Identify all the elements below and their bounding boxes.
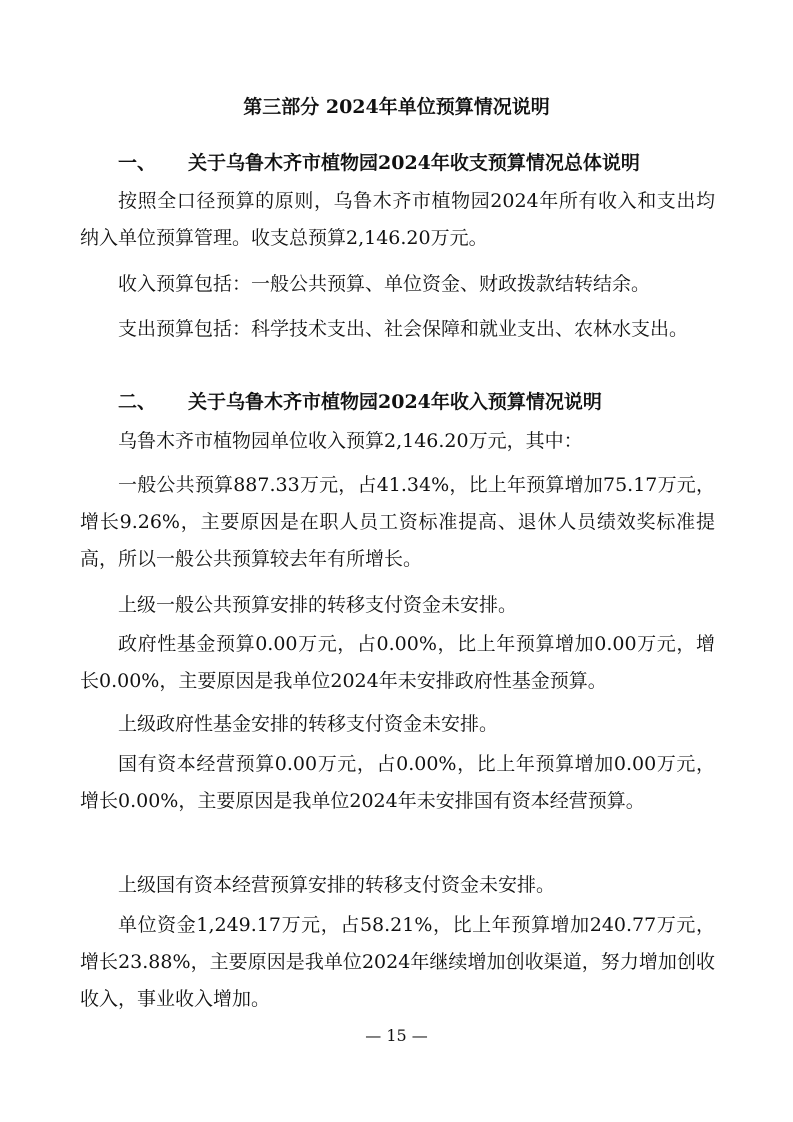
section-number-2: 二、: [118, 391, 157, 413]
paragraph: 政府性基金预算0.00万元，占0.00%，比上年预算增加0.00万元，增长0.00%，主要原因是我单位2024年未安排政府性基金预算。: [80, 633, 715, 692]
paragraph: 一般公共预算887.33万元，占41.34%，比上年预算增加75.17万元，增长9.26%，主要原因是在职人员工资标准提高、退休人员绩效奖标准提高，所以一般公共预算较去年有所增长。: [80, 474, 715, 570]
section-heading-text-1: 关于乌鲁木齐市植物园2024年收支预算情况总体说明: [188, 152, 640, 174]
paragraph: 按照全口径预算的原则，乌鲁木齐市植物园2024年所有收入和支出均纳入单位预算管理。收支总预算2,146.20万元。: [80, 190, 715, 249]
paragraph: 国有资本经营预算0.00万元，占0.00%，比上年预算增加0.00万元，增长0.00%，主要原因是我单位2024年未安排国有资本经营预算。: [80, 753, 715, 812]
page-title: 第三部分 2024年单位预算情况说明: [243, 96, 550, 118]
paragraph: 上级一般公共预算安排的转移支付资金未安排。: [118, 594, 518, 616]
section-heading-text-2: 关于乌鲁木齐市植物园2024年收入预算情况说明: [188, 391, 602, 413]
section-heading-2: [118, 387, 718, 417]
paragraph: 单位资金1,249.17万元，占58.21%，比上年预算增加240.77万元，增长23.88%，主要原因是我单位2024年继续增加创收渠道，努力增加创收收入，事业收入增加。: [80, 914, 715, 1010]
paragraph: 上级国有资本经营预算安排的转移支付资金未安排。: [118, 874, 556, 896]
section-number-1: 一、: [118, 152, 157, 174]
paragraph: 支出预算包括：科学技术支出、社会保障和就业支出、农林水支出。: [118, 318, 689, 340]
paragraph: 上级政府性基金安排的转移支付资金未安排。: [118, 713, 499, 735]
paragraph: 收入预算包括：一般公共预算、单位资金、财政拨款结转结余。: [118, 273, 651, 295]
section-heading-1: [118, 148, 718, 178]
page-number: — 15 —: [365, 1026, 428, 1045]
paragraph: 乌鲁木齐市植物园单位收入预算2,146.20万元，其中：: [118, 430, 583, 452]
